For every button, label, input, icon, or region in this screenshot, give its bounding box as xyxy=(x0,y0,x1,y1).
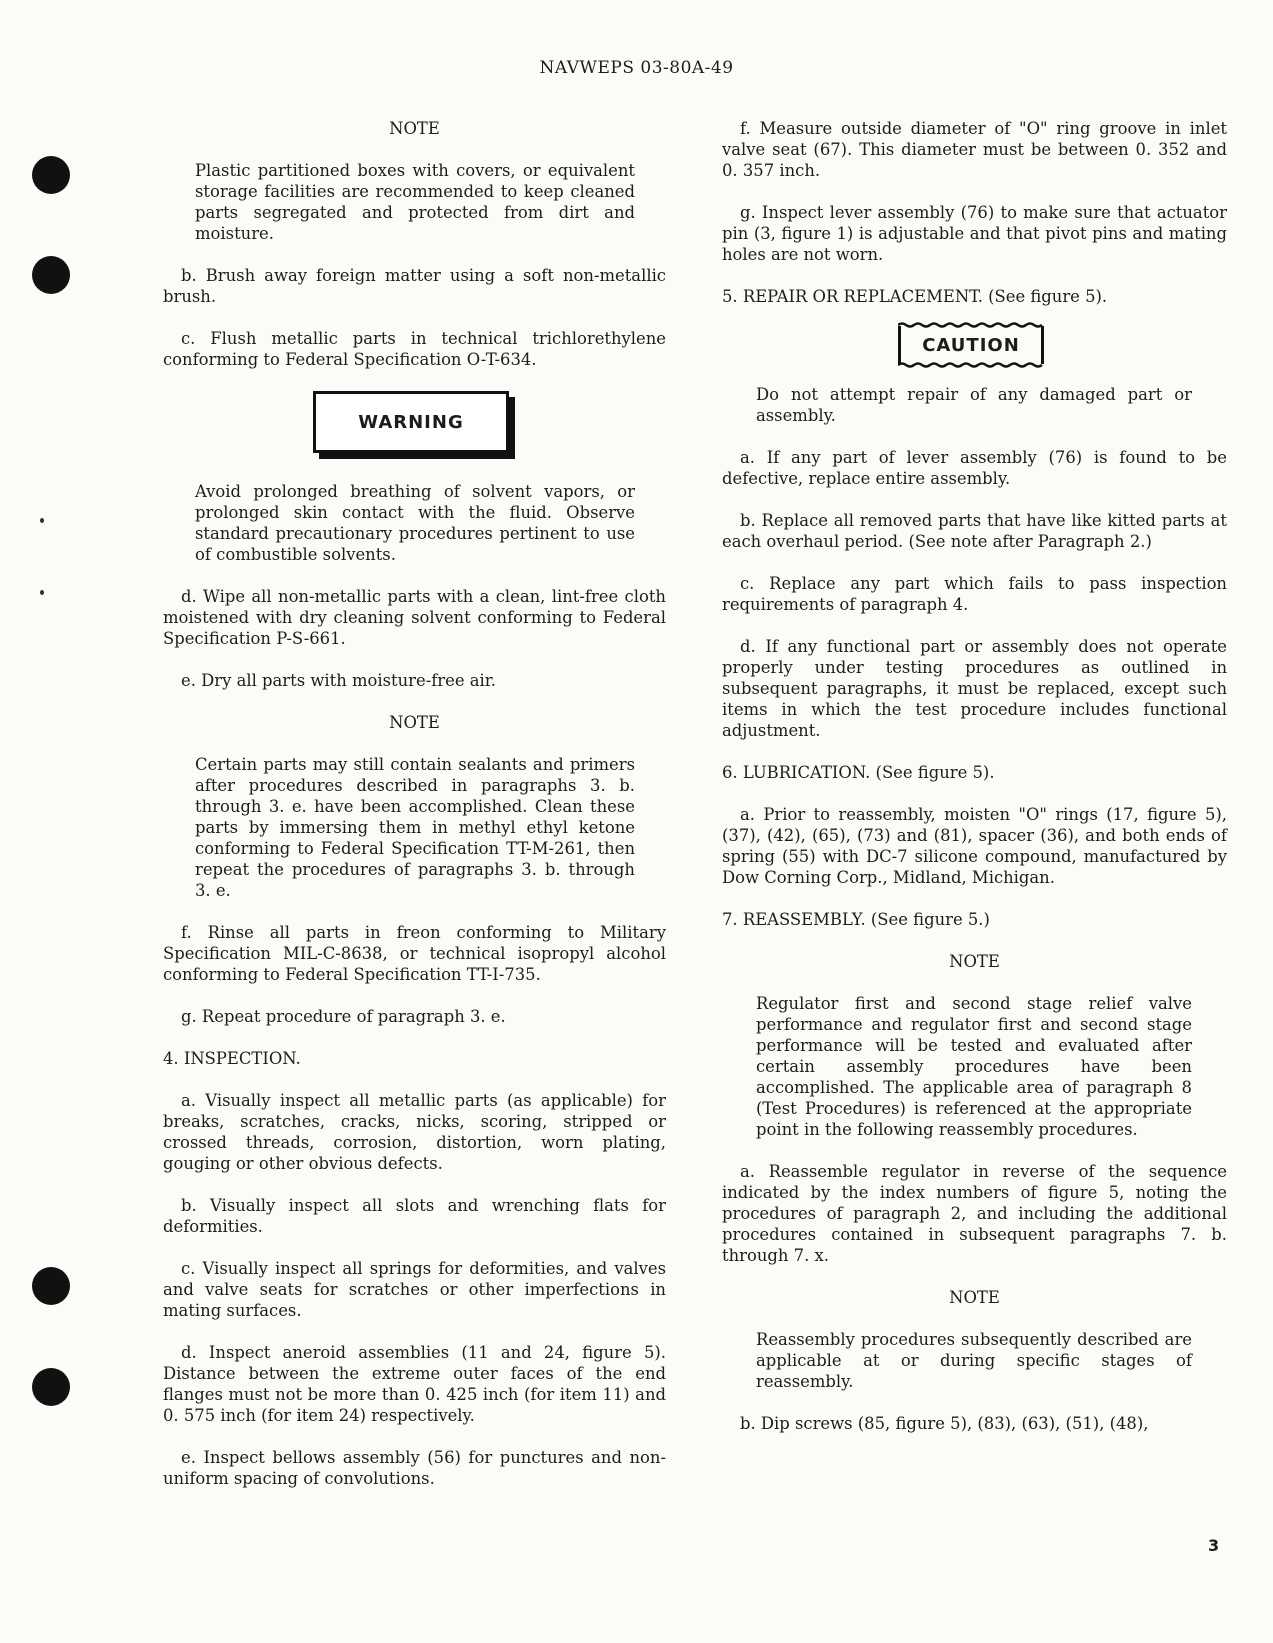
step-3d: d. Wipe all non-metallic parts with a clean, lint-free cloth moistened with dry cleaning solvent conforming to Federal Specification P-S-661. xyxy=(163,587,666,648)
note-title: NOTE xyxy=(389,713,440,732)
wavy-border-icon xyxy=(898,362,1044,368)
step-7b: b. Dip screws (85, figure 5), (83), (63), (51), (48), xyxy=(740,1414,1149,1433)
step-4a: a. Visually inspect all metallic parts (as applicable) for breaks, scratches, cracks, nicks, scoring, stripped or crossed threads, corrosion, distortion, worn plating, gouging or other obvious defects. xyxy=(163,1091,666,1173)
step-3b: b. Brush away foreign matter using a soft non-metallic brush. xyxy=(163,266,666,306)
step-6a: a. Prior to reassembly, moisten "O" rings (17, figure 5), (37), (42), (65), (73) and (81), spacer (36), and both ends of spring (55) with DC-7 silicone compound, manufactured by Dow Corning Corp., Midland, Michigan. xyxy=(722,805,1227,887)
page-number: 3 xyxy=(1208,1536,1220,1555)
note-body: Certain parts may still contain sealants and primers after procedures described in paragraphs 3. b. through 3. e. have been accomplished. Clean these parts by immersing them in methyl ethyl ketone conforming to Federal Specification TT-M-261, then repeat the procedures of paragraphs 3. b. through 3. e. xyxy=(195,755,635,900)
step-5b: b. Replace all removed parts that have like kitted parts at each overhaul period. (See note after Paragraph 2.) xyxy=(722,511,1227,551)
note-title: NOTE xyxy=(949,1288,1000,1307)
step-3c: c. Flush metallic parts in technical trichlorethylene conforming to Federal Specification O-T-634. xyxy=(163,329,666,369)
step-3g: g. Repeat procedure of paragraph 3. e. xyxy=(181,1007,506,1026)
caution-text: CAUTION xyxy=(922,334,1020,356)
document-header: NAVWEPS 03-80A-49 xyxy=(539,58,734,78)
step-3e: e. Dry all parts with moisture-free air. xyxy=(181,671,497,690)
step-4b: b. Visually inspect all slots and wrenching flats for deformities. xyxy=(163,1196,666,1236)
section-heading-lubrication: 6. LUBRICATION. (See figure 5). xyxy=(722,763,995,782)
note-body: Regulator first and second stage relief valve performance and regulator first and second stage performance will be tested and evaluated after certain assembly procedures have been accomplished. The applicable area of paragraph 8 (Test Procedures) is referenced at the appropriate point in the following reassembly procedures. xyxy=(756,994,1192,1139)
section-heading-inspection: 4. INSPECTION. xyxy=(163,1049,301,1068)
step-5d: d. If any functional part or assembly does not operate properly under testing procedures as outlined in subsequent paragraphs, it must be replaced, except such items in which the test procedure includes functional adjustment. xyxy=(722,637,1227,740)
section-heading-reassembly: 7. REASSEMBLY. (See figure 5.) xyxy=(722,910,990,929)
step-4e: e. Inspect bellows assembly (56) for punctures and non-uniform spacing of convolutions. xyxy=(163,1448,666,1488)
step-3f: f. Rinse all parts in freon conforming to Military Specification MIL-C-8638, or technical isopropyl alcohol conforming to Federal Specification TT-I-735. xyxy=(163,923,666,984)
note-body: Plastic partitioned boxes with covers, or equivalent storage facilities are recommended to keep cleaned parts segregated and protected from dirt and moisture. xyxy=(195,161,635,243)
binder-hole xyxy=(32,156,70,194)
paper-speck xyxy=(40,518,44,523)
step-7a: a. Reassemble regulator in reverse of the sequence indicated by the index numbers of figure 5, noting the procedures of paragraph 2, and including the additional procedures contained in subsequent paragraphs 7. b. through 7. x. xyxy=(722,1162,1227,1265)
note-body: Reassembly procedures subsequently described are applicable at or during specific stages of reassembly. xyxy=(756,1330,1192,1391)
binder-hole xyxy=(32,256,70,294)
step-5c: c. Replace any part which fails to pass inspection requirements of paragraph 4. xyxy=(722,574,1227,614)
caution-callout xyxy=(898,326,1048,370)
warning-label: WARNING xyxy=(313,391,509,453)
right-column xyxy=(722,118,1227,1455)
note-title: NOTE xyxy=(949,952,1000,971)
wavy-border-icon xyxy=(898,322,1044,328)
step-4g: g. Inspect lever assembly (76) to make sure that actuator pin (3, figure 1) is adjustable and that pivot pins and mating holes are not worn. xyxy=(722,203,1227,264)
note-title: NOTE xyxy=(389,119,440,138)
binder-hole xyxy=(32,1368,70,1406)
binder-hole xyxy=(32,1267,70,1305)
caution-label xyxy=(898,326,1044,364)
step-4f: f. Measure outside diameter of "O" ring groove in inlet valve seat (67). This diameter must be between 0. 352 and 0. 357 inch. xyxy=(722,119,1227,180)
warning-body: Avoid prolonged breathing of solvent vapors, or prolonged skin contact with the fluid. Observe standard precautionary procedures pertinent to use of combustible solvents. xyxy=(195,482,635,564)
step-5a: a. If any part of lever assembly (76) is found to be defective, replace entire assembly. xyxy=(722,448,1227,488)
left-column xyxy=(163,118,666,1510)
step-4c: c. Visually inspect all springs for deformities, and valves and valve seats for scratches or other imperfections in mating surfaces. xyxy=(163,1259,666,1320)
section-heading-repair: 5. REPAIR OR REPLACEMENT. (See figure 5). xyxy=(722,287,1108,306)
step-4d: d. Inspect aneroid assemblies (11 and 24, figure 5). Distance between the extreme outer faces of the end flanges must not be more than 0. 425 inch (for item 11) and 0. 575 inch (for item 24) respectively. xyxy=(163,1343,666,1425)
caution-body: Do not attempt repair of any damaged part or assembly. xyxy=(756,385,1192,425)
warning-callout xyxy=(313,391,513,459)
paper-speck xyxy=(40,590,44,595)
